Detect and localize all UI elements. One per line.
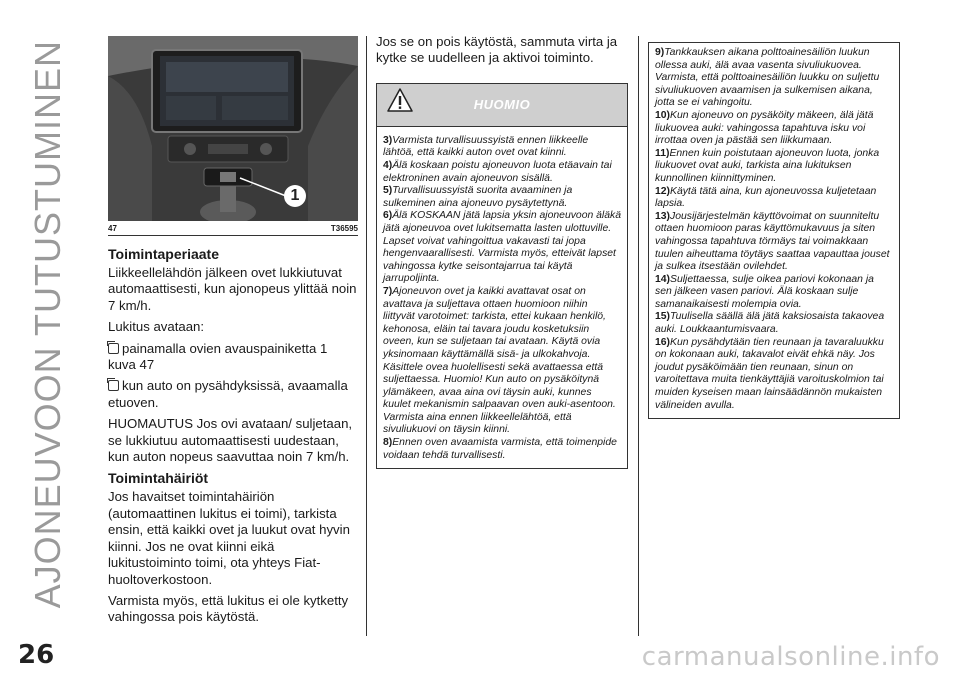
paragraph: Lukitus avataan: [108,319,205,335]
note-number: 4) [383,160,393,171]
note-number: 8) [383,437,393,449]
warning-box-continued [648,42,900,419]
bullet-text: painamalla ovien avauspainiketta 1 kuva 47 [108,340,328,373]
section-side-title [22,40,74,610]
note-number: 16) [655,336,671,348]
note-number: 3) [383,134,393,146]
bullet-icon [108,380,119,391]
column-2 [376,34,628,469]
note-text: Älä koskaan poistu ajoneuvon luota etäavain tai elektroninen avain ajoneuvon sisällä. [383,160,612,184]
note-text: Tuulisella säällä älä jätä kaksiosaista takaovea auki. Loukkaantumisvaara. [655,311,885,336]
warning-note [655,186,893,211]
bullet-item [108,341,358,374]
note-text: Kun pysähdytään tien reunaan ja tavaraluukku on kokonaan auki, takavalot eivät ehkä näy. Jos joudut pysäköimään tien reunaan, sinun on varoitettava muita tienkäyttäjiä varoituskolmion tai muiden kyseisen maan lainsäädännön mukaisten välineiden avulla. [655,336,884,411]
note-number: 11) [655,147,670,159]
figure-number: 47 [108,224,117,233]
note-text: Ennen oven avaamista varmista, että toimenpide voidaan tehdä turvallisesti. [383,437,617,461]
warning-triangle-icon [387,88,413,112]
callout-marker [284,185,306,207]
paragraph: Liikkeellelähdön jälkeen ovet lukkiutuvat automaattisesti, kun ajonopeus ylittää noin 7 km/h. [108,265,357,313]
warning-note [655,148,893,186]
heading-principle: Toimintaperiaate [108,246,219,262]
watermark-text: carmanualsonline.info [641,642,940,672]
warning-note [383,437,621,462]
note-number: 12) [655,185,671,197]
paragraph: HUOMAUTUS Jos ovi avataan/ suljetaan, se lukkiutuu automaattisesti uudestaan, kun auton nopeus saavuttaa noin 7 km/h. [108,416,353,465]
figure-caption [108,221,358,236]
warning-title: HUOMIO [473,97,531,113]
warning-note [383,135,621,160]
note-number: 10) [655,109,671,121]
warning-body [377,126,627,468]
warning-note [655,110,893,148]
warning-body [649,43,899,418]
column-divider-2 [638,36,639,636]
note-text: Suljettaessa, sulje oikea pariovi kokonaan ja sen jälkeen vasen pariovi. Älä koskaan sulje samanaikaisesti molempia ovia. [655,273,874,310]
note-number: 9) [655,47,665,58]
side-title-text: AJONEUVOON TUTUSTUMINEN [27,40,68,609]
note-text: Ajoneuvon ovet ja kaikki avattavat osat on avattava ja suljettava ottaen huomioon niihin liittyvät varotoimet: tarkista, ettei kukaan henkilö, kehonosa, eläin tai tavara joudu kosketuksiin oveen, kun se suljetaan tai avataan. Käytä ovia yksinomaan käyttämällä sisä- ja ulkokahvoja. Käsittele ovea huolellisesti sekä avattaessa että suljettaessa. Huomio! Kun auto on pysäköitynä ylämäkeen, avaa aina ovi täysin auki, kunnes kuulet mekanismin salpaavan oven auki-asentoon. Varmista aina ennen liikkeellelähtöä, että sivuliukuovi on täysin kiinni. [383,285,616,436]
warning-note [383,185,621,210]
note-number: 6) [383,210,393,222]
column-divider-1 [366,36,367,636]
note-text: Ennen kuin poistutaan ajoneuvon luota, jonka liukuovet ovat auki, tarkista aina lukituksen kunnollinen kiinnittyminen. [655,147,880,184]
note-text: Turvallisuussyistä suorita avaaminen ja sulkeminen aina ajoneuvo pysäytettynä. [383,185,573,209]
warning-note [655,337,893,413]
warning-note [655,47,893,110]
note-text: Kun ajoneuvo on pysäköity mäkeen, älä jätä liukuovea auki: vahingossa tapahtuva isku voi irrottaa oven ja pästää sen liikkumaan. [655,109,874,147]
note-number: 7) [383,285,393,297]
warning-note [383,160,621,185]
dashboard-illustration [108,36,358,221]
bullet-item [108,378,358,411]
note-number: 14) [655,273,671,285]
note-number: 15) [655,311,671,323]
bullet-icon [108,343,119,354]
paragraph: Varmista myös, että lukitus ei ole kytketty vahingossa pois käytöstä. [108,592,349,625]
warning-note [383,286,621,437]
note-text: Jousijärjestelmän käyttövoimat on suunniteltu ottaen huomioon paras käyttömukavuus ja siten vahingossa tapahtuva törmäys tai voimakkaan tuulen aiheuttama töytäys saattaa vapauttaa jouset ja sulkea itsestään ovilehdet. [655,210,890,273]
lead-paragraph: Jos se on pois käytöstä, sammuta virta ja kytke se uudelleen ja aktivoi toiminto. [376,34,618,66]
callout-number: 1 [290,187,300,204]
note-number: 5) [383,185,393,197]
paragraph: Jos havaitset toimintahäiriön (automaattinen lukitus ei toimi), tarkista ensin, että kaikki ovet ja luukut ovat hyvin kiinni. Jos ne ovat kiinni eikä lukitustoiminto toimi, ota yhteys Fiat-huoltoverkostoon. [108,489,350,587]
warning-note [655,211,893,274]
note-text: Tankkauksen aikana polttoainesäiliön luukun ollessa auki, älä avaa vasenta sivuliukuovea. Varmista, että polttoainesäiliön luukku on suljettu sivuliukuoven avaamisen ja sulkemisen aikana, jotta se ei vahingoitu. [655,47,880,109]
figure-code: T36595 [330,224,358,233]
note-text: Älä KOSKAAN jätä lapsia yksin ajoneuvoon äläkä jätä ajoneuvoa ovet lukitsematta lasten ulottuville. Lapset voivat vahingoittua vakavasti tai jopa hengenvaarallisesti. Varmista myös, etteivät lapset vahingossa kytke seisontajarrua tai käytä jarrupoljinta. [383,210,621,285]
warning-header [377,84,627,126]
note-text: Käytä tätä aina, kun ajoneuvossa kuljetetaan lapsia. [655,185,877,210]
warning-box [376,83,628,469]
column-1 [108,36,358,631]
page-number: 26 [18,640,55,670]
dashboard-figure [108,36,358,221]
note-number: 13) [655,210,671,222]
heading-malfunctions: Toimintahäiriöt [108,470,209,487]
warning-note [655,274,893,312]
note-text: Varmista turvallisuussyistä ennen liikkeelle lähtöä, että kaikki auton ovet ovat kiinni. [383,134,589,159]
column-3 [648,42,900,419]
warning-note [383,210,621,286]
warning-note [655,311,893,336]
bullet-text: kun auto on pysähdyksissä, avaamalla etuoven. [108,378,348,410]
